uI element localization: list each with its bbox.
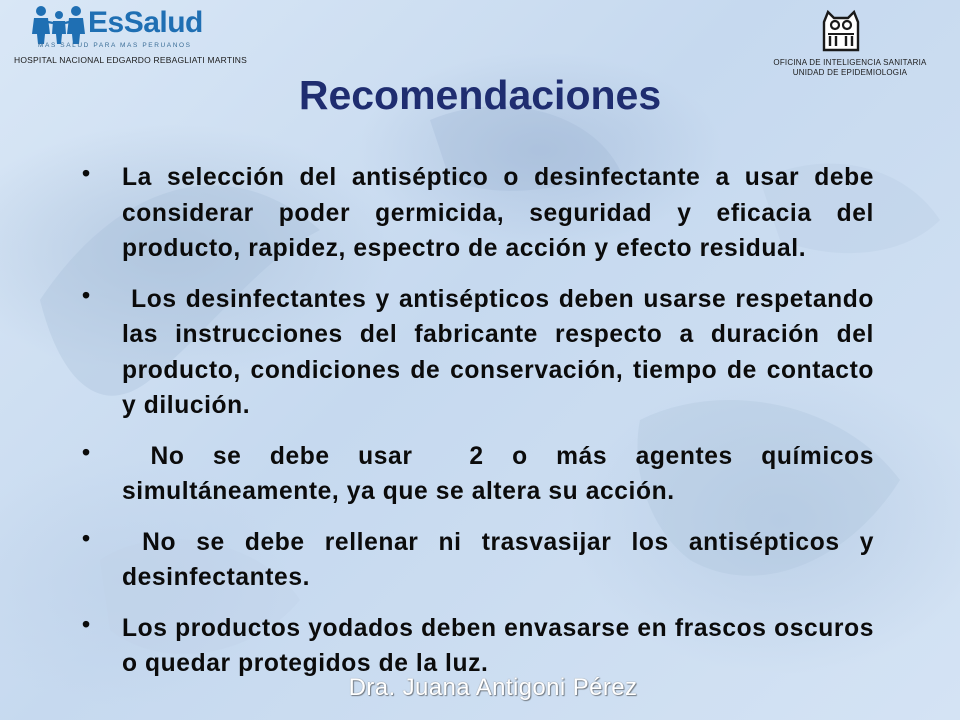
slide-title: Recomendaciones bbox=[298, 72, 662, 118]
list-item-text: La selección del antiséptico o desinfectante a usar debe considerar poder germicida, seguridad y eficacia del producto, rapidez, espectro de acción y efecto residual. bbox=[122, 164, 882, 262]
list-item-text: Los productos yodados deben envasarse en frascos oscuros o quedar protegidos de la luz. bbox=[122, 614, 882, 677]
bullet-marker: • bbox=[82, 281, 91, 308]
essalud-logo bbox=[8, 4, 248, 64]
bullet-marker: • bbox=[82, 438, 91, 465]
list-item bbox=[82, 281, 882, 424]
list-item bbox=[82, 160, 882, 267]
office-line-2: UNIDAD DE EPIDEMIOLOGIA bbox=[792, 68, 908, 77]
hospital-name: HOSPITAL NACIONAL EDGARDO REBAGLIATI MARTINS bbox=[14, 55, 247, 65]
list-item-text: No se debe rellenar ni trasvasijar los antisépticos y desinfectantes. bbox=[122, 528, 882, 591]
owl-emblem-icon bbox=[818, 8, 864, 54]
list-item bbox=[82, 438, 882, 510]
brand-tagline: MAS SALUD PARA MAS PERUANOS bbox=[38, 42, 192, 49]
list-item bbox=[82, 610, 882, 682]
list-item-text: No se debe usar 2 o más agentes químicos simultáneamente, ya que se altera su acción. bbox=[122, 442, 882, 505]
list-item bbox=[82, 524, 882, 596]
bullet-marker: • bbox=[82, 524, 91, 551]
list-item-text: Los desinfectantes y antisépticos deben usarse respetando las instrucciones del fabricante respecto a duración del producto, condiciones de conservación, tiempo de contacto y dilución. bbox=[122, 285, 882, 419]
bullet-marker: • bbox=[82, 160, 91, 186]
family-figures-icon bbox=[32, 4, 86, 46]
recommendations-list bbox=[82, 160, 882, 697]
author-footer: Dra. Juana Antigoni Pérez bbox=[348, 674, 638, 701]
office-line-1: OFICINA DE INTELIGENCIA SANITARIA bbox=[773, 58, 927, 67]
office-logo bbox=[760, 8, 940, 80]
bullet-marker: • bbox=[82, 610, 91, 637]
brand-name: EsSalud bbox=[88, 6, 203, 39]
